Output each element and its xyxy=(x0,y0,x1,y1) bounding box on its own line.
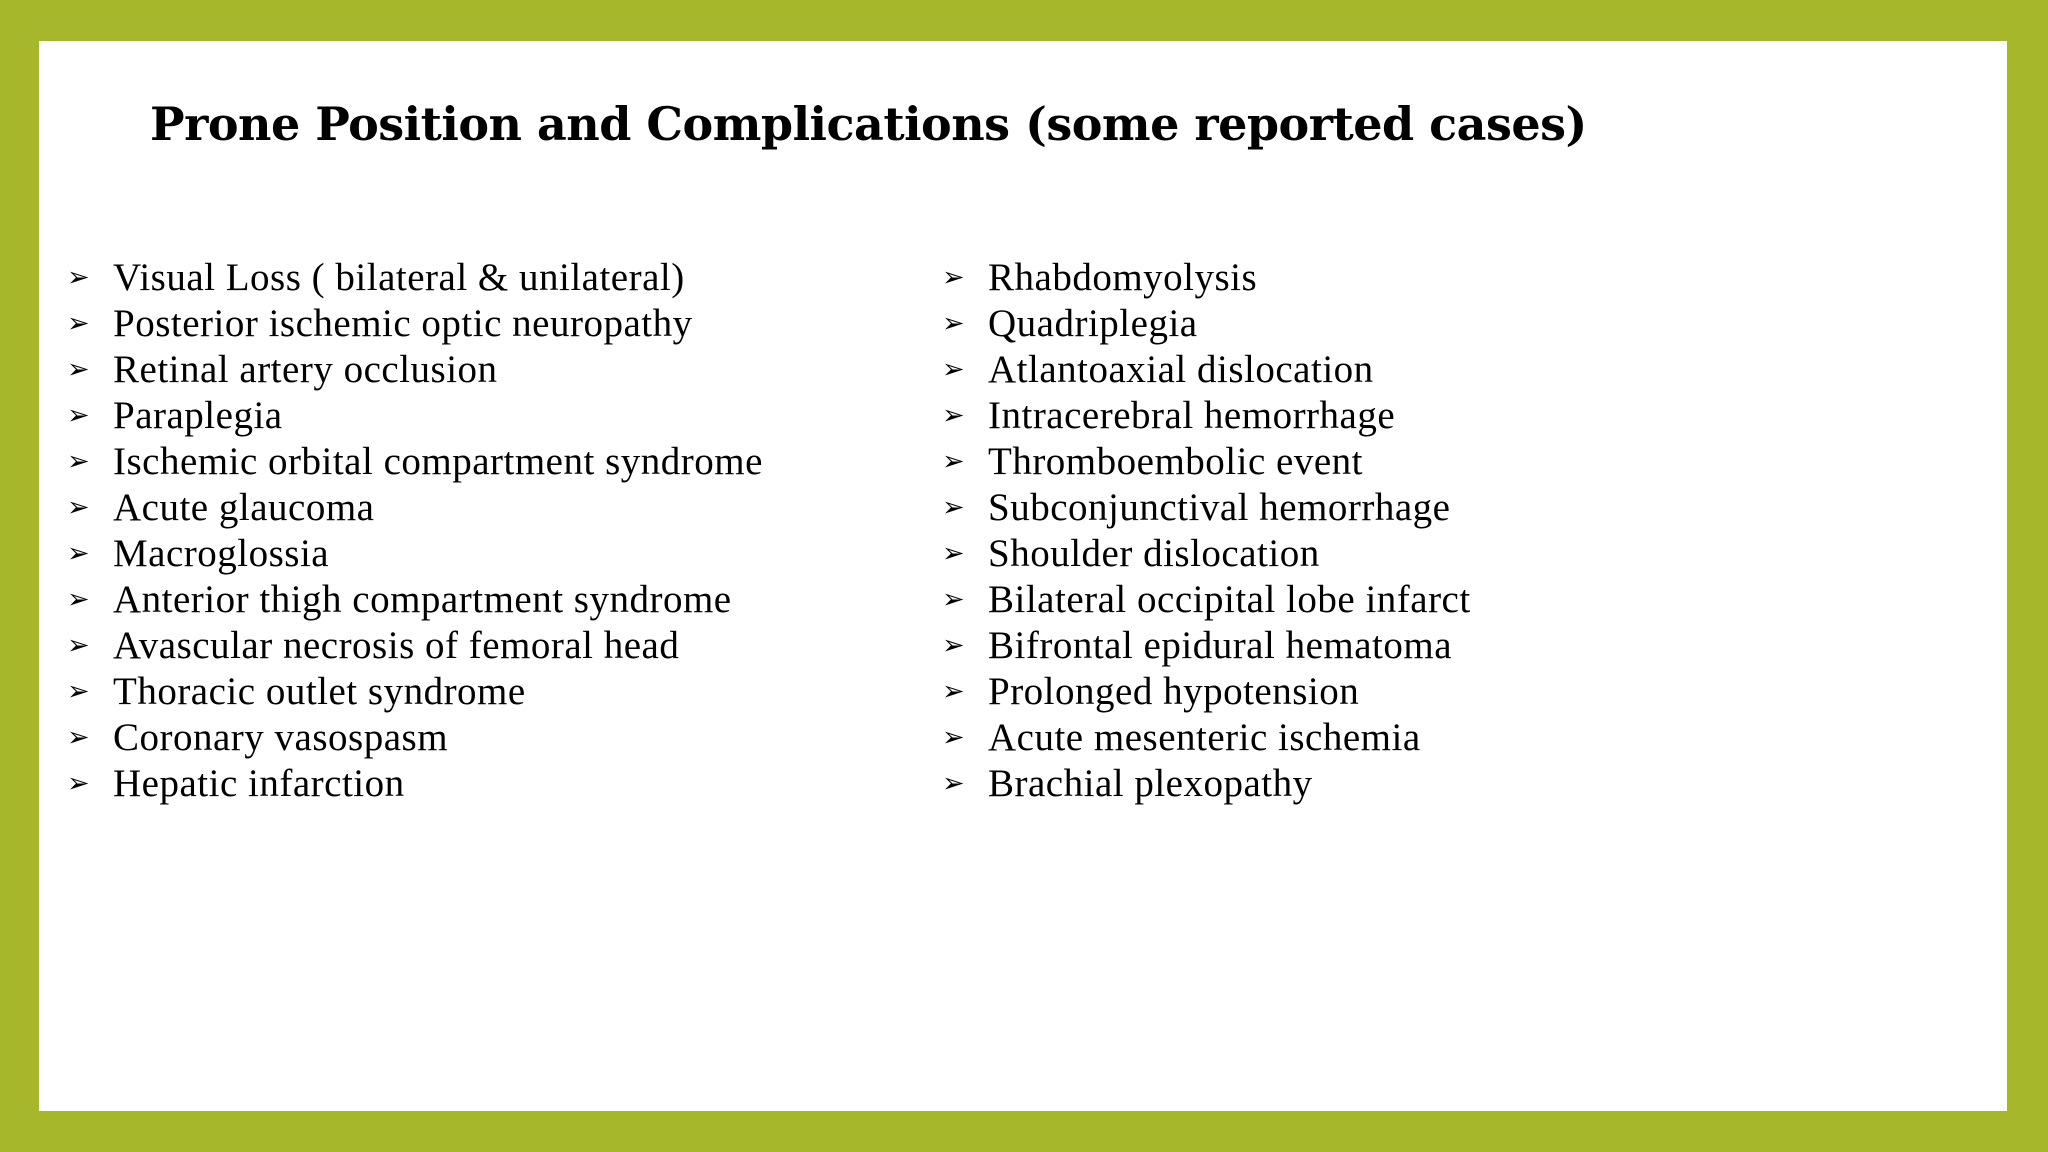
list-item xyxy=(67,760,763,806)
list-item xyxy=(942,530,1471,576)
arrow-bullet-icon: ➢ xyxy=(942,307,965,339)
list-item xyxy=(942,392,1471,438)
list-item xyxy=(67,392,763,438)
left-bullet-list xyxy=(67,254,763,806)
arrow-bullet-icon: ➢ xyxy=(67,583,90,615)
arrow-bullet-icon: ➢ xyxy=(942,767,965,799)
arrow-bullet-icon: ➢ xyxy=(67,537,90,569)
list-item xyxy=(942,714,1471,760)
list-item xyxy=(67,254,763,300)
arrow-bullet-icon: ➢ xyxy=(67,721,90,753)
list-item-label: Bifrontal epidural hematoma xyxy=(988,623,1453,667)
list-item-label: Thoracic outlet syndrome xyxy=(113,669,526,713)
arrow-bullet-icon: ➢ xyxy=(67,445,90,477)
list-item-label: Hepatic infarction xyxy=(113,761,405,805)
arrow-bullet-icon: ➢ xyxy=(942,721,965,753)
arrow-bullet-icon: ➢ xyxy=(67,399,90,431)
list-item-label: Intracerebral hemorrhage xyxy=(988,393,1396,437)
arrow-bullet-icon: ➢ xyxy=(67,353,90,385)
list-item xyxy=(67,484,763,530)
arrow-bullet-icon: ➢ xyxy=(67,675,90,707)
list-item-label: Bilateral occipital lobe infarct xyxy=(988,577,1471,621)
list-item-label: Coronary vasospasm xyxy=(113,715,449,759)
list-item-label: Visual Loss ( bilateral & unilateral) xyxy=(113,255,685,299)
list-item-label: Anterior thigh compartment syndrome xyxy=(113,577,732,621)
list-item-label: Brachial plexopathy xyxy=(988,761,1313,805)
arrow-bullet-icon: ➢ xyxy=(942,537,965,569)
slide-title: Prone Position and Complications (some reported cases) xyxy=(150,97,1587,151)
list-item xyxy=(67,300,763,346)
list-item-label: Subconjunctival hemorrhage xyxy=(988,485,1451,529)
arrow-bullet-icon: ➢ xyxy=(942,399,965,431)
arrow-bullet-icon: ➢ xyxy=(942,675,965,707)
list-item-label: Avascular necrosis of femoral head xyxy=(113,623,680,667)
list-item-label: Shoulder dislocation xyxy=(988,531,1320,575)
list-item-label: Prolonged hypotension xyxy=(988,669,1360,713)
list-item xyxy=(67,668,763,714)
list-item xyxy=(67,714,763,760)
slide-canvas xyxy=(39,41,2007,1111)
list-item-label: Thromboembolic event xyxy=(988,439,1363,483)
list-item-label: Paraplegia xyxy=(113,393,283,437)
list-item xyxy=(67,438,763,484)
list-item-label: Retinal artery occlusion xyxy=(113,347,498,391)
arrow-bullet-icon: ➢ xyxy=(67,307,90,339)
arrow-bullet-icon: ➢ xyxy=(942,261,965,293)
list-item-label: Rhabdomyolysis xyxy=(988,255,1258,299)
list-item xyxy=(942,254,1471,300)
list-item-label: Macroglossia xyxy=(113,531,330,575)
list-item-label: Atlantoaxial dislocation xyxy=(988,347,1374,391)
arrow-bullet-icon: ➢ xyxy=(67,767,90,799)
list-item xyxy=(942,300,1471,346)
list-item-label: Quadriplegia xyxy=(988,301,1198,345)
arrow-bullet-icon: ➢ xyxy=(942,491,965,523)
right-bullet-list xyxy=(942,254,1471,806)
list-item xyxy=(942,346,1471,392)
arrow-bullet-icon: ➢ xyxy=(942,583,965,615)
arrow-bullet-icon: ➢ xyxy=(67,261,90,293)
arrow-bullet-icon: ➢ xyxy=(942,445,965,477)
list-item xyxy=(67,530,763,576)
list-item xyxy=(942,622,1471,668)
list-item-label: Posterior ischemic optic neuropathy xyxy=(113,301,693,345)
arrow-bullet-icon: ➢ xyxy=(67,629,90,661)
list-item-label: Acute glaucoma xyxy=(113,485,375,529)
list-item-label: Ischemic orbital compartment syndrome xyxy=(113,439,763,483)
list-item xyxy=(942,438,1471,484)
list-item xyxy=(67,346,763,392)
list-item xyxy=(942,668,1471,714)
list-item xyxy=(67,622,763,668)
list-item xyxy=(942,484,1471,530)
arrow-bullet-icon: ➢ xyxy=(942,629,965,661)
list-item-label: Acute mesenteric ischemia xyxy=(988,715,1421,759)
list-item xyxy=(942,760,1471,806)
list-item xyxy=(942,576,1471,622)
list-item xyxy=(67,576,763,622)
arrow-bullet-icon: ➢ xyxy=(67,491,90,523)
arrow-bullet-icon: ➢ xyxy=(942,353,965,385)
